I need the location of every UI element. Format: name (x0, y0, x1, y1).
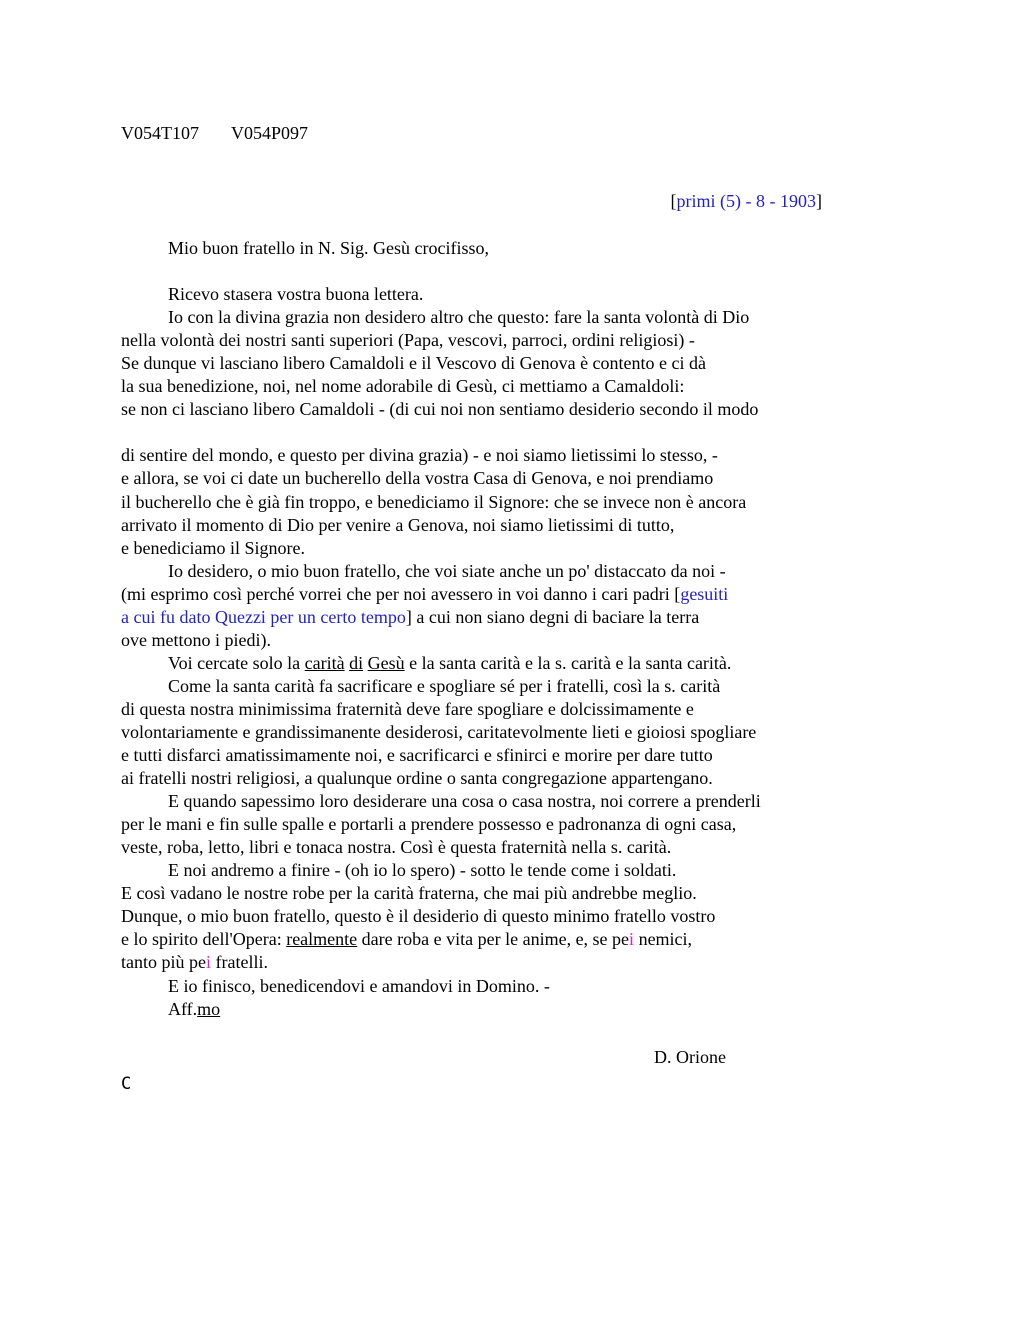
letter-date (671, 190, 822, 213)
text-segment: tanto più pe (121, 952, 206, 973)
underlined-word: mo (197, 998, 221, 1019)
text-line: di questa nostra minimissima fraternità deve fare spogliare e dolcissimamente e (121, 698, 694, 719)
underlined-word: Gesù (367, 652, 405, 673)
text-line (121, 928, 881, 951)
footer-mark: C (121, 1074, 132, 1094)
text-line (121, 606, 881, 629)
signature: D. Orione (654, 1047, 726, 1067)
text-line: ai fratelli nostri religiosi, a qualunque ordine o santa congregazione appartengano. (121, 768, 713, 789)
text-segment: (mi esprimo così perché vorrei che per noi avessero in voi danno i cari padri [ (121, 583, 681, 604)
text-line: volontariamente e grandissimanente desiderosi, caritatevolmente lieti e gioiosi spogliare (121, 721, 757, 742)
text-segment: fratelli. (211, 952, 268, 973)
text-line: arrivato il momento di Dio per venire a Genova, noi siamo lietissimi di tutto, (121, 514, 675, 535)
text-line: di sentire del mondo, e questo per divina grazia) - e noi siamo lietissimi lo stesso, - (121, 445, 718, 466)
editorial-note: gesuiti (680, 583, 729, 604)
text-line: e allora, se voi ci date un bucherello della vostra Casa di Genova, e noi prendiamo (121, 468, 714, 489)
text-segment: nemici, (634, 929, 693, 950)
text-line: Io desidero, o mio buon fratello, che voi siate anche un po' distaccato da noi - (168, 560, 726, 581)
underlined-word: di (349, 652, 364, 673)
text-line: se non ci lasciano libero Camaldoli - (di cui noi non sentiamo desiderio secondo il modo (121, 399, 759, 420)
text-line: la sua benedizione, noi, nel nome adorabile di Gesù, ci mettiamo a Camaldoli: (121, 376, 685, 397)
text-line (121, 652, 881, 675)
text-line: E io finisco, benedicendovi e amandovi in Domino. - (168, 975, 550, 996)
text-segment: e lo spirito dell'Opera: (121, 929, 287, 950)
document-codes (121, 122, 308, 145)
letter-body (121, 237, 881, 1021)
text-line: Io con la divina grazia non desidero altro che questo: fare la santa volontà di Dio (168, 307, 750, 328)
text-line: Dunque, o mio buon fratello, questo è il desiderio di questo minimo fratello vostro (121, 906, 716, 927)
text-segment: dare roba e vita per le anime, e, se pe (357, 929, 630, 950)
text-line: Se dunque vi lasciano libero Camaldoli e il Vescovo di Genova è contento e ci dà (121, 353, 707, 374)
text-line: il bucherello che è già fin troppo, e benediciamo il Signore: che se invece non è ancora (121, 491, 747, 512)
text-line: per le mani e fin sulle spalle e portarli a prendere possesso e padronanza di ogni casa, (121, 814, 737, 835)
text-line: e tutti disfarci amatissimamente noi, e sacrificarci e sfinirci e morire per dare tutto (121, 745, 713, 766)
text-line: Come la santa carità fa sacrificare e spogliare sé per i fratelli, così la s. carità (168, 675, 721, 696)
text-line: e benediciamo il Signore. (121, 537, 305, 558)
blank-line (121, 421, 881, 444)
text-line: ove mettono i piedi). (121, 629, 271, 650)
text-segment: ] a cui non siano degni di baciare la terra (405, 606, 700, 627)
page-code: V054P097 (231, 123, 309, 143)
underlined-word: carità (304, 652, 345, 673)
editorial-note: a cui fu dato Quezzi per un certo tempo (121, 606, 406, 627)
text-line (121, 951, 881, 974)
text-line: nella volontà dei nostri santi superiori (Papa, vescovi, parroci, ordini religiosi) - (121, 330, 695, 351)
highlighted-letter: i (205, 952, 211, 973)
text-line: veste, roba, letto, libri e tonaca nostra. Così è questa fraternità nella s. carità. (121, 837, 672, 858)
highlighted-letter: i (629, 929, 635, 950)
text-line (121, 583, 881, 606)
text-line: E così vadano le nostre robe per la carità fraterna, che mai più andrebbe meglio. (121, 883, 697, 904)
text-segment: Aff. (168, 998, 198, 1019)
date-text: primi (5) - 8 - 1903 (676, 191, 816, 211)
text-line: E quando sapessimo loro desiderare una cosa o casa nostra, noi correre a prenderli (168, 791, 761, 812)
text-line: Ricevo stasera vostra buona lettera. (168, 284, 424, 305)
text-segment: Voi cercate solo la (168, 652, 305, 673)
volume-code: V054T107 (121, 123, 199, 143)
text-segment: e la santa carità e la s. carità e la santa carità. (404, 652, 732, 673)
text-line: E noi andremo a finire - (oh io lo spero) - sotto le tende come i soldati. (168, 860, 677, 881)
underlined-word: realmente (286, 929, 358, 950)
date-bracket-close: ] (816, 191, 822, 211)
salutation: Mio buon fratello in N. Sig. Gesù crocifisso, (168, 238, 489, 258)
closing-line (121, 998, 881, 1021)
blank-line (121, 260, 881, 283)
date-bracket-open: [ (670, 191, 677, 211)
